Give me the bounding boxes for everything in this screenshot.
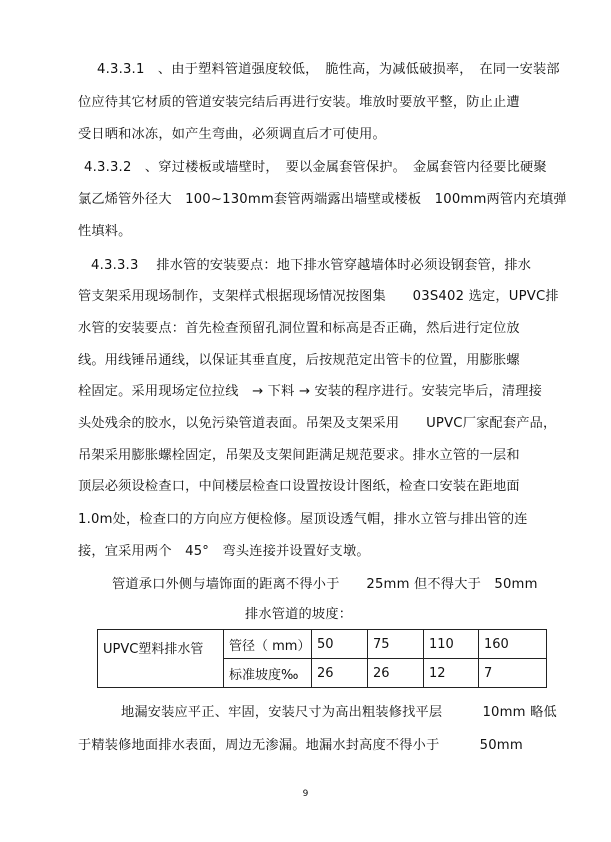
- paragraph-4: 管道承口外侧与墙饰面的距离不得小于 25mm 但不得大于 50mm: [112, 577, 538, 592]
- paragraph-1-line-2: 位应待其它材质的管道安装完结后再进行安装。堆放时要放平整，防止止遭: [78, 95, 520, 110]
- paragraph-2-line-1: 4.3.3.2 、穿过楼板或墙壁时， 要以金属套管保护。 金属套管内径要比硬聚: [84, 160, 547, 175]
- paragraph-3-line-10: 接，宜采用两个 45° 弯头连接并设置好支墩。: [78, 544, 370, 559]
- paragraph-3-line-4: 线。用线锤吊通线，以保证其垂直度，后按规范定出管卡的位置，用膨胀螺: [78, 353, 520, 368]
- paragraph-2-line-2: 氯乙烯管外径大 100~130mm套管两端露出墙壁或楼板 100mm两管内充填弹: [78, 192, 567, 207]
- table-cell: 26: [368, 659, 424, 688]
- paragraph-3-line-9: 1.0m处，检查口的方向应方便检修。屋顶设透气帽，排水立管与排出管的连: [78, 512, 528, 527]
- table-row-label: UPVC塑料排水管: [98, 630, 224, 688]
- table-cell: 75: [368, 630, 424, 659]
- table-cell: 26: [312, 659, 368, 688]
- paragraph-3-line-2: 管支架采用现场制作，支架样式根据现场情况按图集 03S402 选定，UPVC排: [78, 289, 559, 304]
- paragraph-2-line-3: 性填料。: [78, 224, 132, 239]
- table-cell: 12: [424, 659, 479, 688]
- paragraph-3-line-5: 栓固定。采用现场定位拉线 → 下料 → 安装的程序进行。安装完毕后，清理接: [78, 384, 543, 399]
- paragraph-3-line-7: 吊架采用膨胀螺栓固定，吊架及支架间距满足规范要求。排水立管的一层和: [78, 448, 520, 463]
- table-caption: 排水管道的坡度：: [245, 607, 353, 622]
- table-cell: 110: [424, 630, 479, 659]
- paragraph-1-line-1: 4.3.3.1 、由于塑料管道强度较低， 脆性高，为减低破损率， 在同一安装部: [97, 62, 560, 77]
- table-row: [98, 630, 547, 659]
- paragraph-5-line-1: 地漏安装应平正、牢固，安装尺寸为高出粗装修找平层 10mm 略低: [121, 705, 557, 720]
- table-header-cell: 管径（ mm）: [224, 630, 312, 659]
- paragraph-1-line-3: 受日晒和冰冻，如产生弯曲，必须调直后才可使用。: [78, 127, 386, 142]
- table-header-cell: 标准坡度‰: [224, 659, 312, 688]
- table-cell: 50: [312, 630, 368, 659]
- paragraph-3-line-8: 顶层必须设检查口，中间楼层检查口设置按设计图纸，检查口安装在距地面: [78, 479, 520, 494]
- paragraph-5-line-2: 于精装修地面排水表面，周边无渗漏。地漏水封高度不得小于 50mm: [78, 738, 523, 753]
- slope-table-container: [97, 629, 547, 688]
- paragraph-3-line-6: 头处残余的胶水，以免污染管道表面。吊架及支架采用 UPVC厂家配套产品，: [78, 416, 557, 431]
- slope-table: [97, 629, 547, 688]
- table-cell: 7: [479, 659, 547, 688]
- paragraph-3-line-1: 4.3.3.3 排水管的安装要点：地下排水管穿越墙体时必须设钢套管，排水: [91, 258, 532, 273]
- table-cell: 160: [479, 630, 547, 659]
- paragraph-3-line-3: 水管的安装要点：首先检查预留孔洞位置和标高是否正确，然后进行定位放: [78, 321, 520, 336]
- page-number: 9: [302, 789, 309, 799]
